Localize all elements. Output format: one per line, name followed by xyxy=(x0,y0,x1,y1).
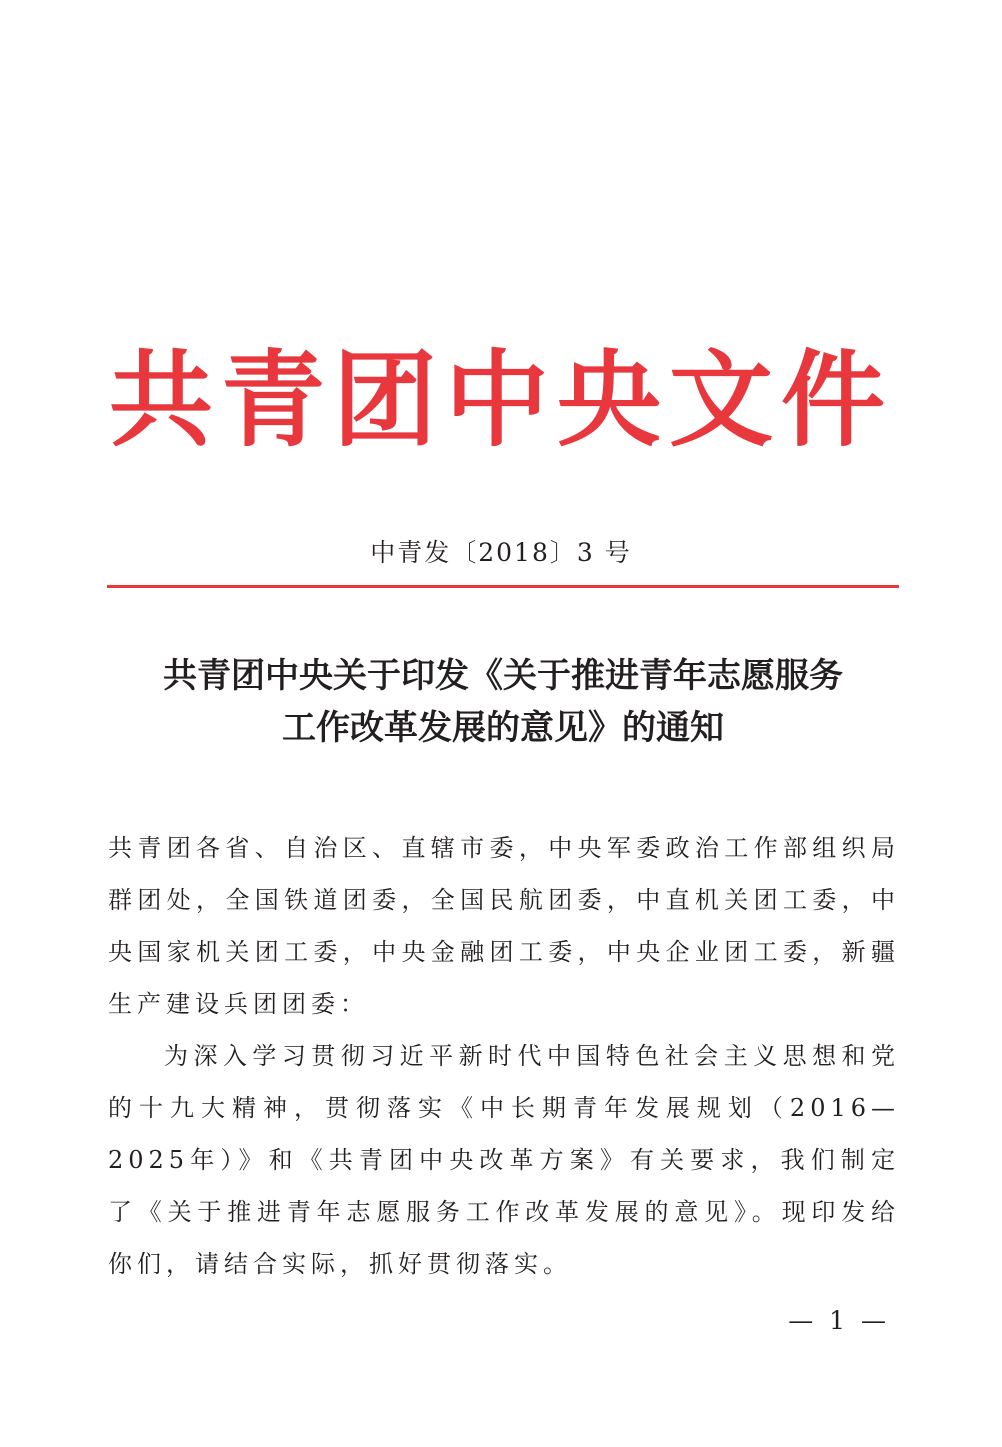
notice-title xyxy=(100,650,906,754)
notice-title-line-1: 共青团中央关于印发《关于推进青年志愿服务 xyxy=(163,656,843,696)
issuer-header-title: 共青团中央文件 xyxy=(108,338,893,461)
red-separator-line xyxy=(107,585,899,588)
body-paragraph: 为深入学习贯彻习近平新时代中国特色社会主义思想和党的十九大精神，贯彻落实《中长期青年发展规划（2016—2025年）》和《共青团中央改革方案》有关要求，我们制定了《关于推进青年志愿服务工作改革发展的意见》。现印发给你们，请结合实际，抓好贯彻落实。 xyxy=(108,1042,900,1278)
page-number: — 1 — xyxy=(788,1306,890,1335)
document-number: 中青发〔2018〕3 号 xyxy=(370,538,632,567)
notice-title-line-2: 工作改革发展的意见》的通知 xyxy=(282,708,724,748)
recipients-paragraph: 共青团各省、自治区、直辖市委，中央军委政治工作部组织局群团处，全国铁道团委，全国民航团委，中直机关团工委，中央国家机关团工委，中央金融团工委，中央企业团工委，新疆生产建设兵团团委： xyxy=(108,834,900,1018)
